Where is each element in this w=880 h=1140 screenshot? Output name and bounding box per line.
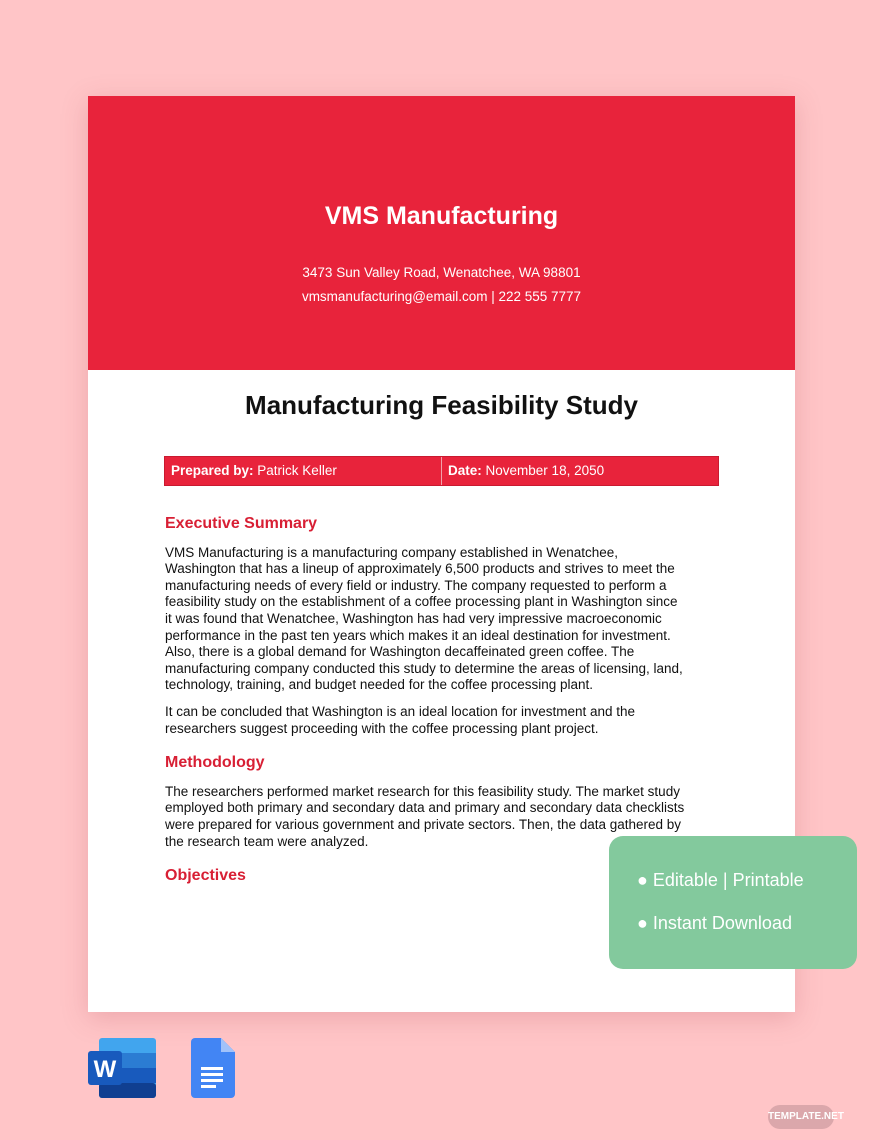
text-line: technology, training, and budget needed for the coffee processing plant.: [165, 677, 594, 693]
executive-summary-paragraph: [165, 545, 725, 694]
text-line: Also, there is a global demand for Washington decaffeinated green coffee. The: [165, 644, 635, 660]
text-line: it was found that Wenatchee, Washington has had very impressive macroeconomic: [165, 610, 662, 626]
executive-summary-heading: Executive Summary: [165, 515, 318, 532]
text-line: Washington that has a lineup of approximately 6,500 products and strives to meet the: [165, 561, 675, 577]
feature-label: Instant Download: [652, 913, 792, 933]
template-net-watermark[interactable]: TEMPLATE.NET: [768, 1105, 834, 1129]
text-line: researchers suggest proceeding with the coffee processing plant project.: [165, 720, 599, 736]
date-value: November 18, 2050: [485, 463, 605, 478]
document-title: Manufacturing Feasibility Study: [245, 390, 638, 420]
objectives-heading: Objectives: [165, 867, 246, 885]
date-label: Date:: [448, 463, 482, 478]
text-line: employed both primary and secondary data and primary and secondary data checklists: [165, 800, 685, 816]
feature-label: Editable | Printable: [652, 870, 804, 890]
company-contact: vmsmanufacturing@email.com | 222 555 7777: [301, 289, 582, 304]
text-line: performance in the past ten years which makes it an ideal destination for investment.: [165, 627, 671, 643]
text-line: feasibility study on the establishment of a coffee processing plant in Washington since: [165, 594, 678, 610]
text-line: The researchers performed market research for this feasibility study. The market study: [165, 783, 680, 799]
prepared-by-value: Patrick Keller: [257, 463, 337, 478]
text-line: It can be concluded that Washington is an ideal location for investment and the: [165, 703, 636, 719]
features-badge: [609, 836, 857, 969]
google-docs-icon[interactable]: [191, 1038, 235, 1098]
text-line: manufacturing company conducted this study to determine the areas of licensing, land,: [165, 660, 683, 676]
text-line: manufacturing needs of every field or industry. The company requested to perform a: [165, 577, 667, 593]
company-address: 3473 Sun Valley Road, Wenatchee, WA 98801: [302, 265, 581, 280]
prepared-by-label: Prepared by:: [171, 463, 254, 478]
meta-table: [164, 456, 719, 486]
text-line: were prepared for various government and private sectors. Then, the data gathered by: [165, 816, 682, 832]
document-header: [88, 96, 795, 370]
microsoft-word-icon[interactable]: [88, 1038, 156, 1098]
svg-text:W: W: [93, 1056, 117, 1083]
company-name: VMS Manufacturing: [324, 202, 559, 230]
conclusion-paragraph: [165, 704, 725, 737]
date-cell: [441, 457, 718, 485]
methodology-heading: Methodology: [165, 754, 265, 772]
feature-item: ● Instant Download: [637, 913, 792, 933]
prepared-by-cell: [165, 457, 441, 485]
text-line: VMS Manufacturing is a manufacturing company established in Wenatchee,: [165, 544, 618, 560]
text-line: the research team were analyzed.: [165, 833, 369, 849]
feature-item: ● Editable | Printable: [637, 870, 804, 890]
